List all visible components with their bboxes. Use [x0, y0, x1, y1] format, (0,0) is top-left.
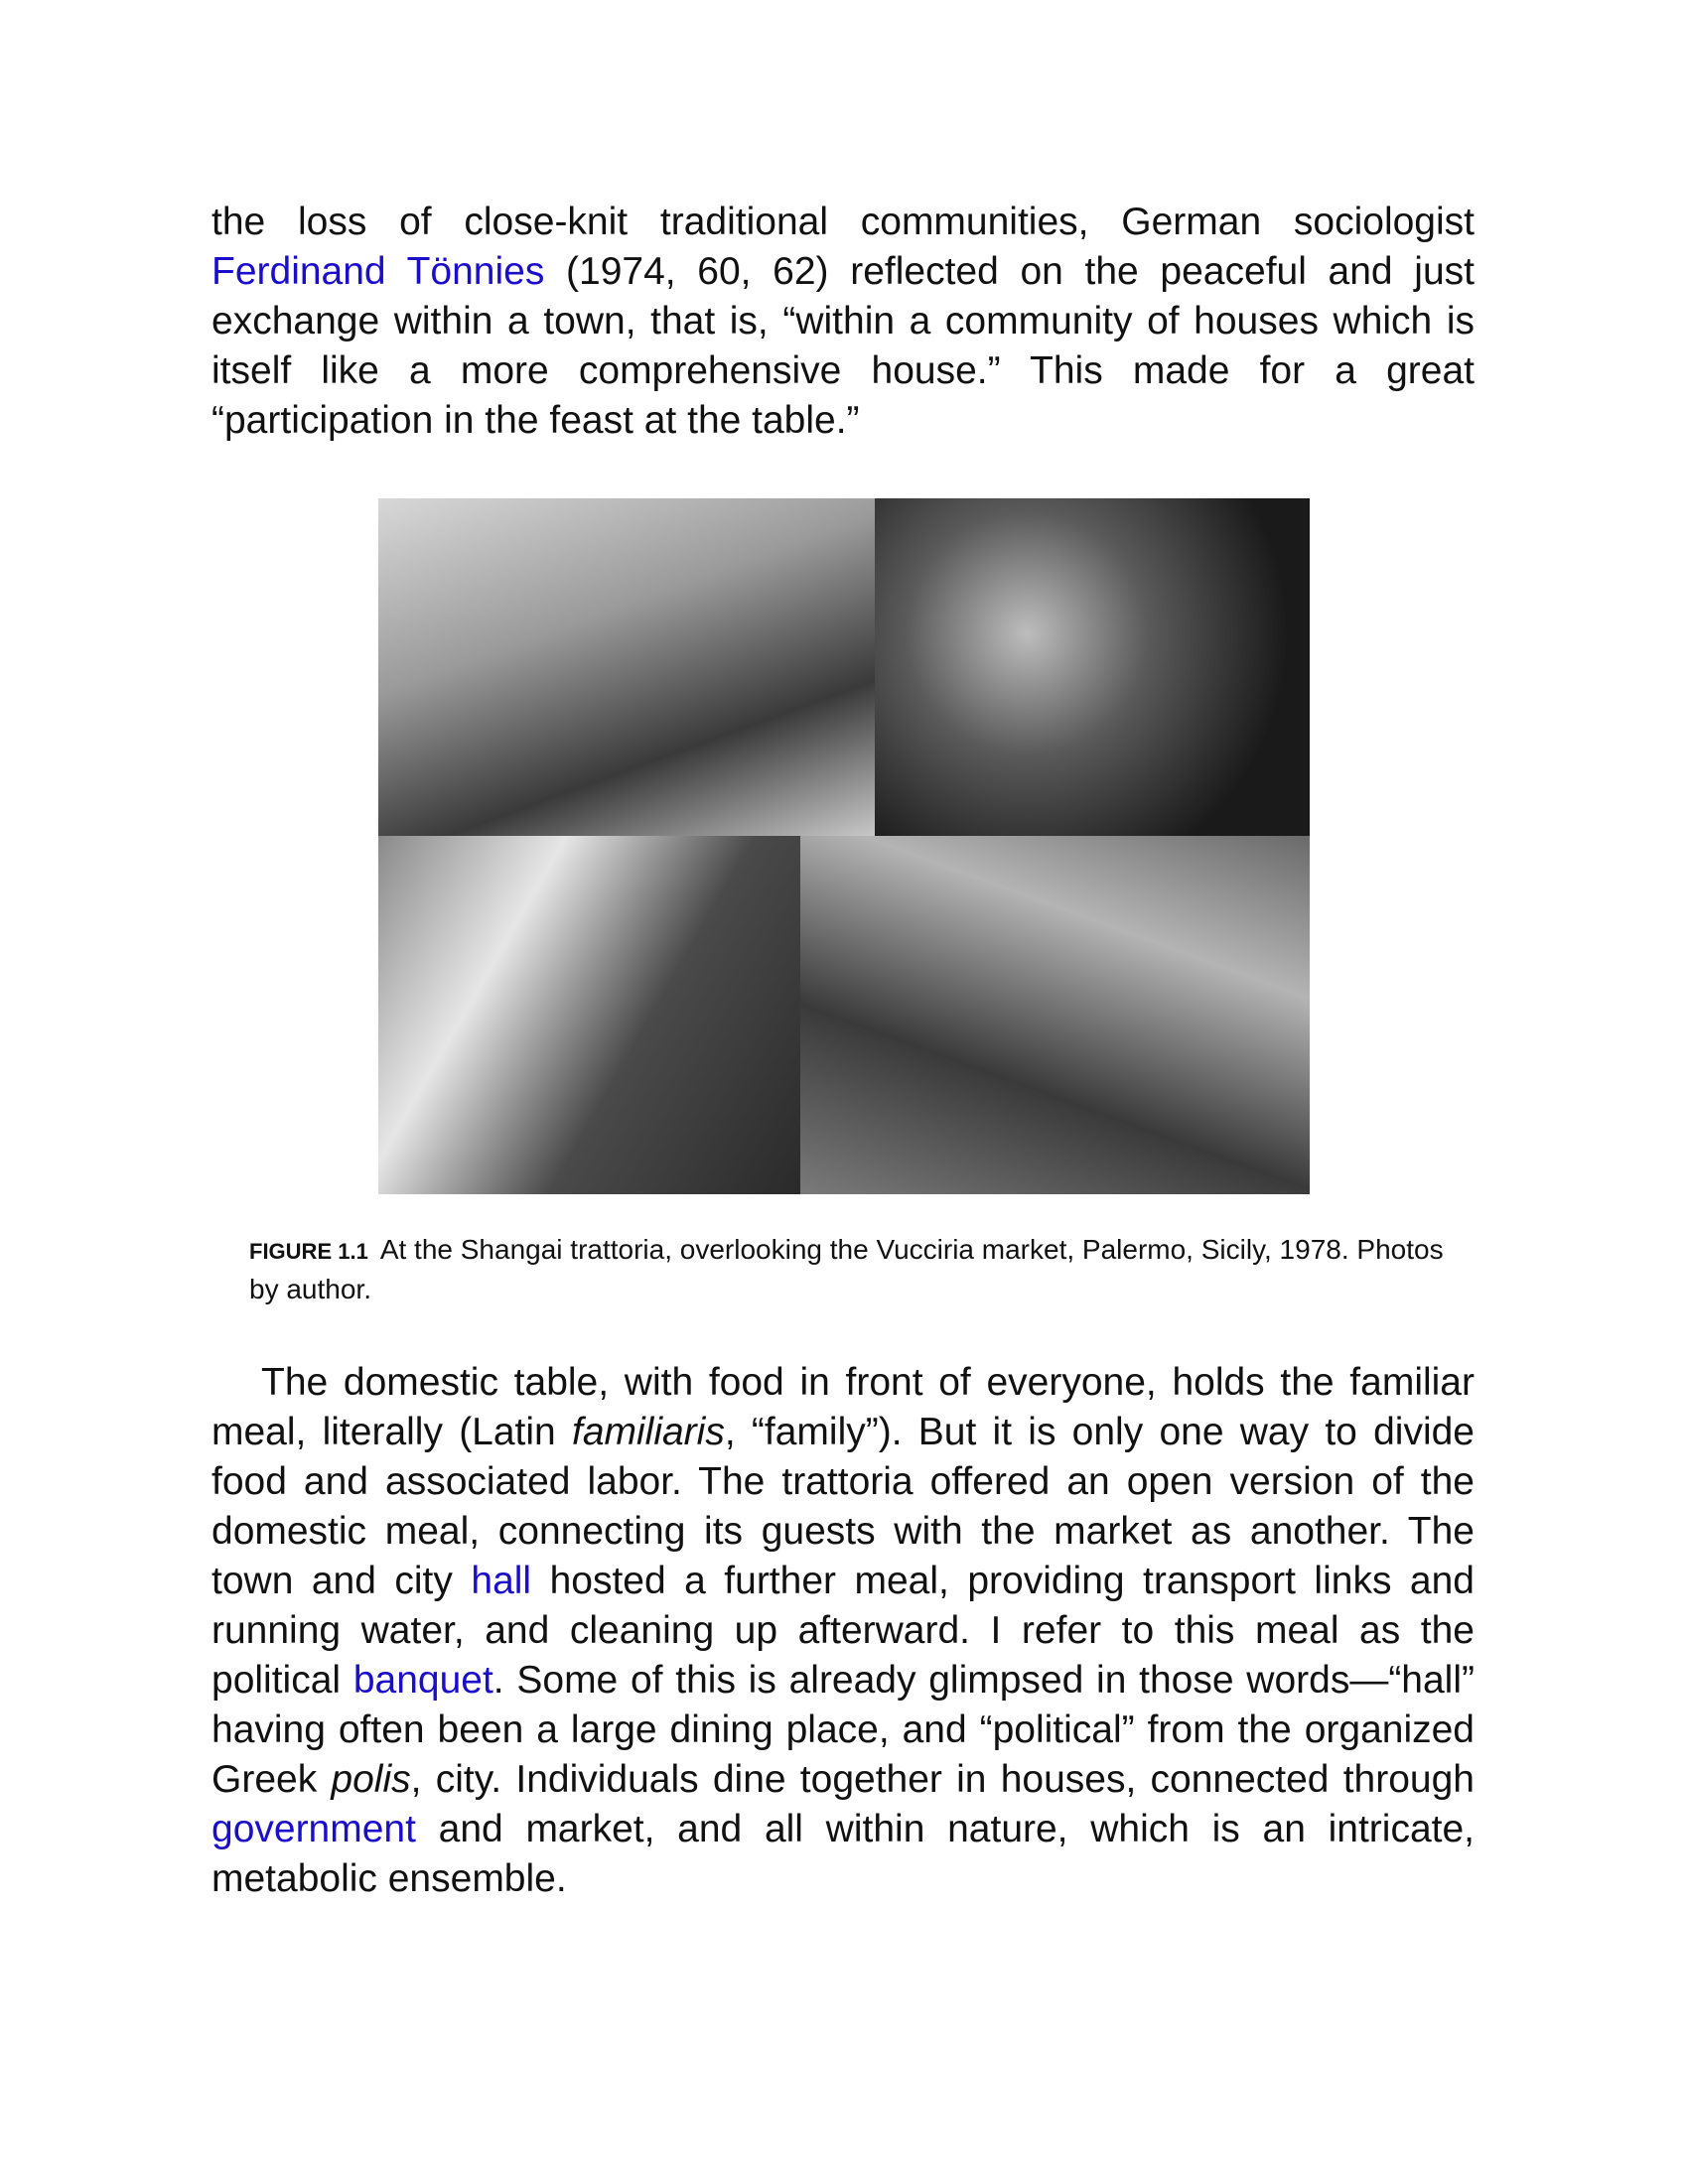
- link-hall[interactable]: hall: [471, 1560, 532, 1602]
- paragraph-2-text-e: , city. Individuals dine together in houses, connected through: [410, 1758, 1475, 1801]
- paragraph-2-text-a: The domestic table, with food in front of everyone, holds the familiar meal, literally (Latin: [211, 1361, 1475, 1453]
- paragraph-1: [211, 198, 1475, 446]
- photo-man-at-stall: [875, 498, 1310, 836]
- figure-label: FIGURE 1.1: [249, 1239, 368, 1264]
- link-ferdinand-tonnies[interactable]: Ferdinand Tönnies: [211, 250, 545, 293]
- term-familiaris: familiaris: [571, 1411, 725, 1453]
- term-polis: polis: [331, 1758, 411, 1801]
- paragraph-2-text-d: . Some of this is already glimpsed in those words—“hall” having often been a large dining place, and “political” from the organized Greek: [211, 1659, 1476, 1801]
- figure-caption: [249, 1231, 1451, 1308]
- paragraph-1-text-b: (1974, 60, 62) reflected on the peaceful and just exchange within a town, that is, “within a community of houses which is itself like a more comprehensive house.” This made for a great “participation in the feast at the table.”: [211, 250, 1475, 442]
- paragraph-1-text-a: the loss of close-knit traditional communities, German sociologist: [211, 201, 1475, 243]
- link-government[interactable]: government: [211, 1808, 416, 1850]
- paragraph-2: [211, 1358, 1475, 1904]
- paragraph-2-text-f: and market, and all within nature, which is an intricate, metabolic ensemble.: [211, 1808, 1475, 1900]
- photo-trattoria-counter: [378, 498, 875, 836]
- paragraph-2-text-c: hosted a further meal, providing transport links and running water, and cleaning up afterward. I refer to this meal as the political: [211, 1560, 1475, 1702]
- photo-fish-market: [800, 836, 1310, 1194]
- paragraph-2-text-b: , “family”). But it is only one way to divide food and associated labor. The trattoria offered an open version of the domestic meal, connecting its guests with the market as another. The town and city: [211, 1411, 1475, 1602]
- link-banquet[interactable]: banquet: [352, 1659, 493, 1702]
- figure-photo-collage: [378, 498, 1310, 1194]
- photo-butcher: [378, 836, 800, 1194]
- figure-caption-text: At the Shangai trattoria, overlooking the Vucciria market, Palermo, Sicily, 1978. Photos by author.: [249, 1234, 1444, 1304]
